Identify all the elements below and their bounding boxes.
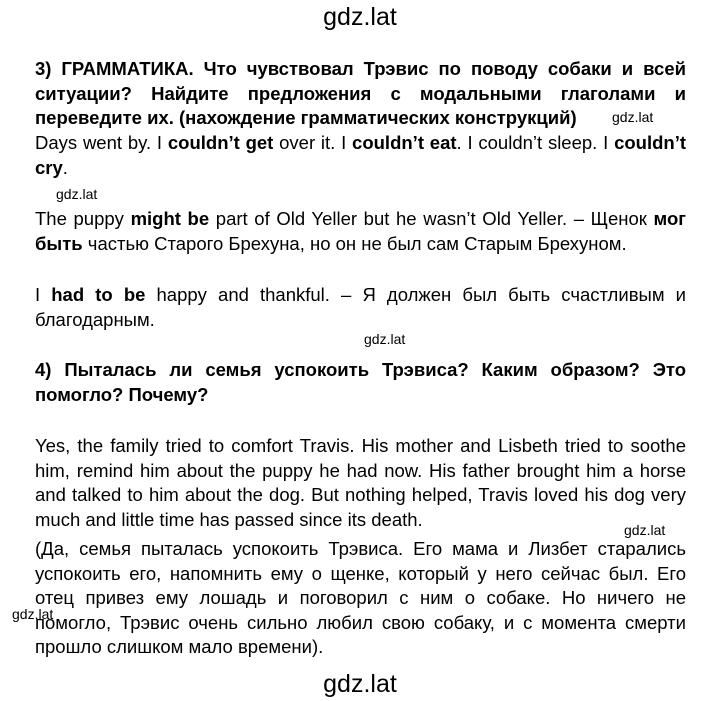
modal-verb: might be <box>130 208 210 229</box>
watermark-bottom: gdz.lat <box>323 670 397 698</box>
modal-verb: couldn’t get <box>167 132 274 153</box>
watermark-small: gdz.lat <box>56 186 98 202</box>
text-run: The puppy <box>35 208 131 229</box>
text-run: Days went by. I <box>35 132 168 153</box>
modal-verb: couldn’t eat <box>352 132 457 153</box>
paragraph-3 <box>35 283 686 332</box>
watermark-small: gdz.lat <box>12 606 54 622</box>
question-4: 4) Пыталась ли семья успокоить Трэвиса? Каким образом? Это помогло? Почему? <box>35 359 686 405</box>
watermark-small: gdz.lat <box>364 331 406 347</box>
paragraph-2 <box>35 207 686 256</box>
modal-verb: couldn’t cry <box>35 132 686 178</box>
text-run: . I couldn’t sleep. I <box>456 132 615 153</box>
paragraph-1 <box>35 131 686 180</box>
text-run: part of Old Yeller but he wasn’t Old Yeller. – Щенок <box>209 208 654 229</box>
watermark-top: gdz.lat <box>323 3 397 31</box>
text-run: . <box>62 156 68 178</box>
text-run: over it. I <box>273 132 353 153</box>
watermark-small: gdz.lat <box>624 522 666 538</box>
text-run: I <box>35 284 52 305</box>
text-run: happy and thankful. – Я должен был быть счастливым и благодарным. <box>35 284 686 330</box>
modal-verb: had to be <box>51 284 146 305</box>
question-3: 3) ГРАММАТИКА. Что чувствовал Трэвис по поводу собаки и всей ситуации? Найдите предложения с модальными глаголами и переведите их. (нахождение грамматических конструкций) <box>35 58 686 128</box>
text-run: частью Старого Брехуна, но он не был сам Старым Брехуном. <box>82 232 627 254</box>
watermark-small: gdz.lat <box>612 109 654 125</box>
modal-verb: мог быть <box>35 208 686 254</box>
paragraph-5: (Да, семья пыталась успокоить Трэвиса. Его мама и Лизбет старались успокоить его, напомнить ему о щенке, который у него сейчас был. Его отец привез ему лошадь и поговорил с ним о собаке. Но ничего не помогло, Трэвис очень сильно любил свою собаку, и с момента смерти прошло слишком мало времени). <box>35 538 686 657</box>
paragraph-4: Yes, the family tried to comfort Travis. His mother and Lisbeth tried to soothe him, remind him about the puppy he had now. His father brought him a horse and talked to him about the dog. But nothing helped, Travis loved his dog very much and little time has passed since its death. <box>35 435 686 530</box>
